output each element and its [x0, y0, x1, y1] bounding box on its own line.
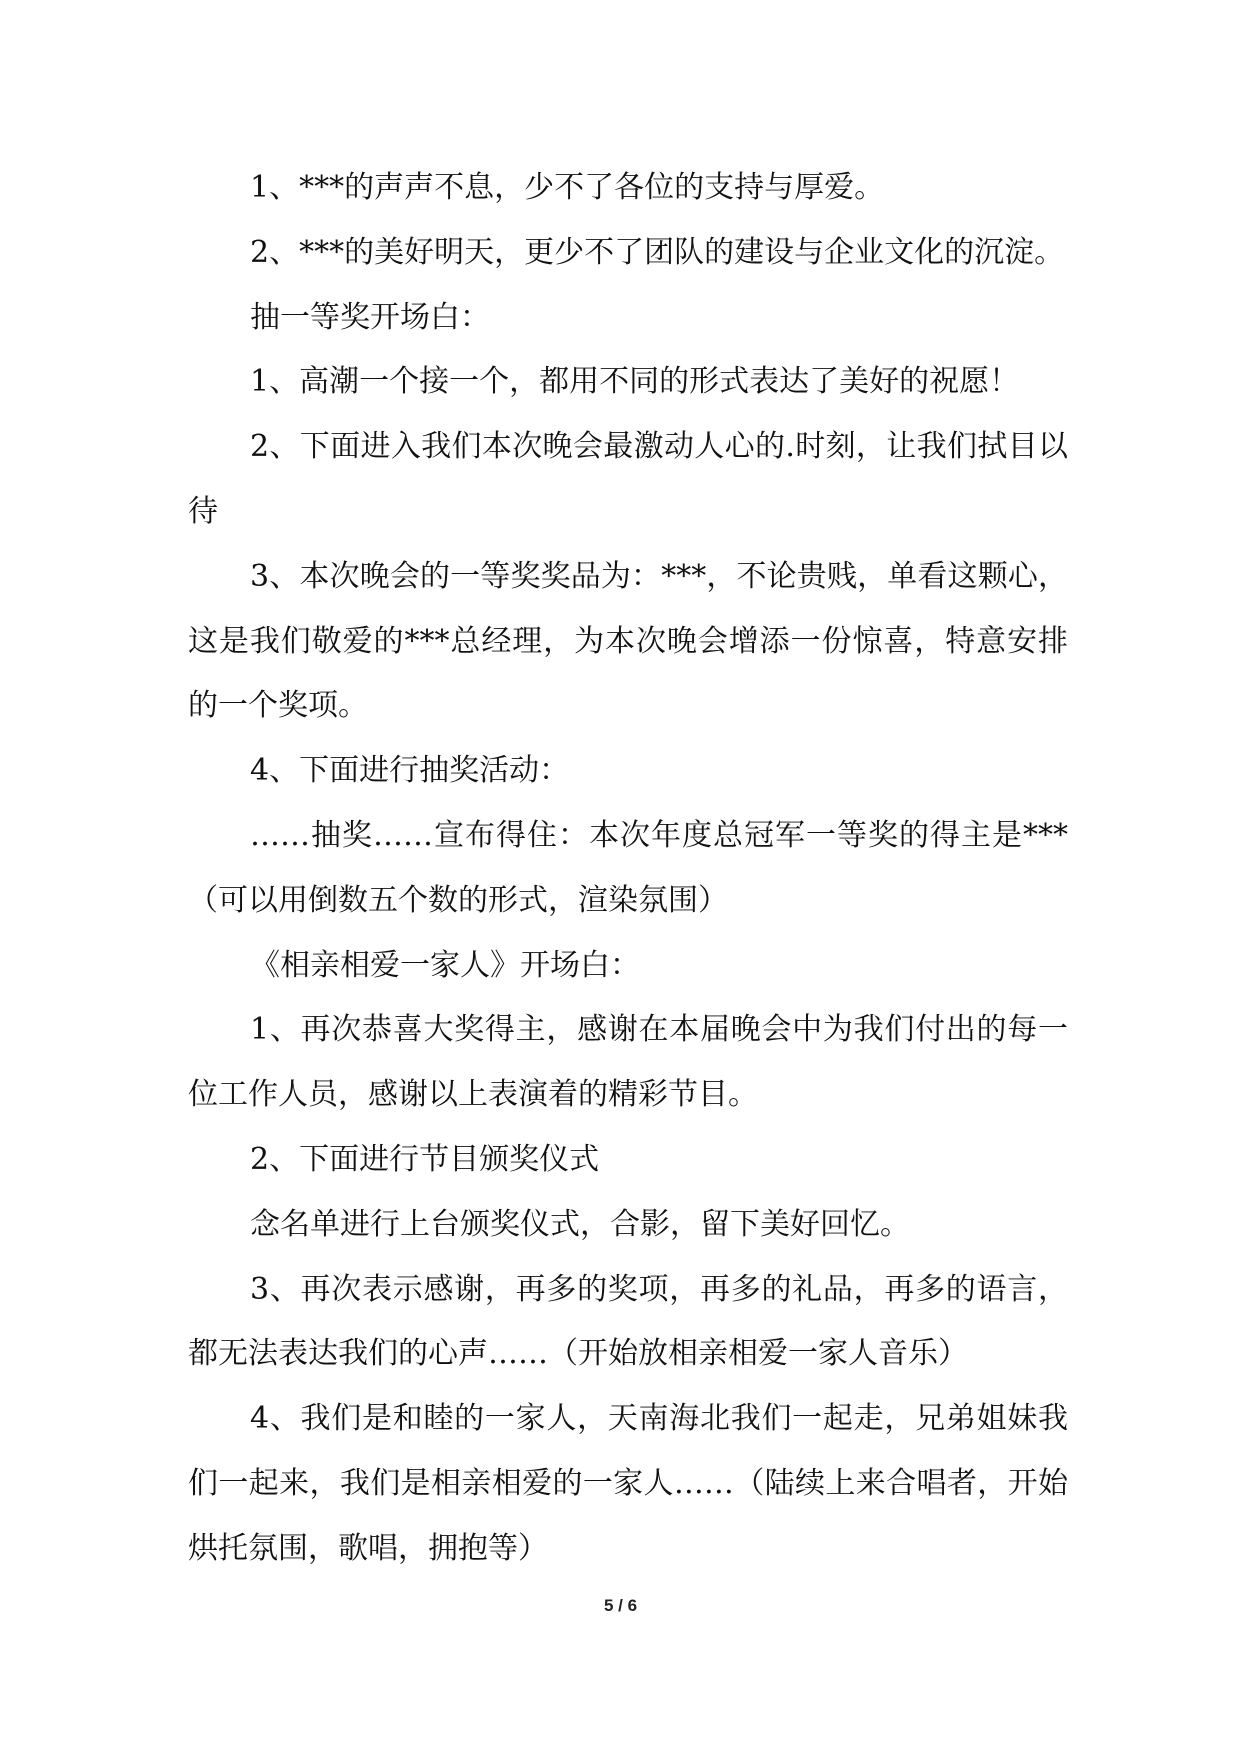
- document-body: [188, 156, 1068, 1582]
- paragraph-10: 念名单进行上台颁奖仪式，合影，留下美好回忆。: [250, 1206, 910, 1242]
- page-number: 5 / 6: [603, 1596, 638, 1615]
- paragraph-11: 3、再次表示感谢，再多的奖项，再多的礼品，再多的语言，都无法表达我们的心声……（开始放相亲相爱一家人音乐）: [188, 1271, 1068, 1372]
- paragraph-1: 1、***的声声不息，少不了各位的支持与厚爱。: [250, 170, 885, 205]
- paragraph-5: 3、本次晚会的一等奖奖品为：***，不论贵贱，单看这颗心，这是我们敬爱的***总经理，为本次晚会增添一份惊喜，特意安排的一个奖项。: [188, 558, 1068, 724]
- section-heading-first-prize: 抽一等奖开场白：: [250, 299, 490, 335]
- paragraph-6: 4、下面进行抽奖活动：: [250, 753, 570, 789]
- paragraph-12: 4、我们是和睦的一家人，天南海北我们一起走，兄弟姐妹我们一起来，我们是相亲相爱的一家人……（陆续上来合唱者，开始烘托氛围，歌唱，拥抱等）: [188, 1401, 1068, 1566]
- paragraph-2: 2、***的美好明天，更少不了团队的建设与企业文化的沉淀。: [250, 234, 1065, 270]
- paragraph-4: 2、下面进入我们本次晚会最激动人心的.时刻，让我们拭目以待: [188, 429, 1068, 529]
- paragraph-7: ……抽奖……宣布得住：本次年度总冠军一等奖的得主是***（可以用倒数五个数的形式，渲染氛围）: [188, 817, 1068, 918]
- paragraph-8: 1、再次恭喜大奖得主，感谢在本届晚会中为我们付出的每一位工作人员，感谢以上表演着的精彩节目。: [188, 1012, 1068, 1113]
- section-heading-family-song: 《相亲相爱一家人》开场白：: [250, 947, 640, 983]
- paragraph-9: 2、下面进行节目颁奖仪式: [250, 1141, 600, 1177]
- paragraph-3: 1、高潮一个接一个，都用不同的形式表达了美好的祝愿！: [250, 364, 1020, 400]
